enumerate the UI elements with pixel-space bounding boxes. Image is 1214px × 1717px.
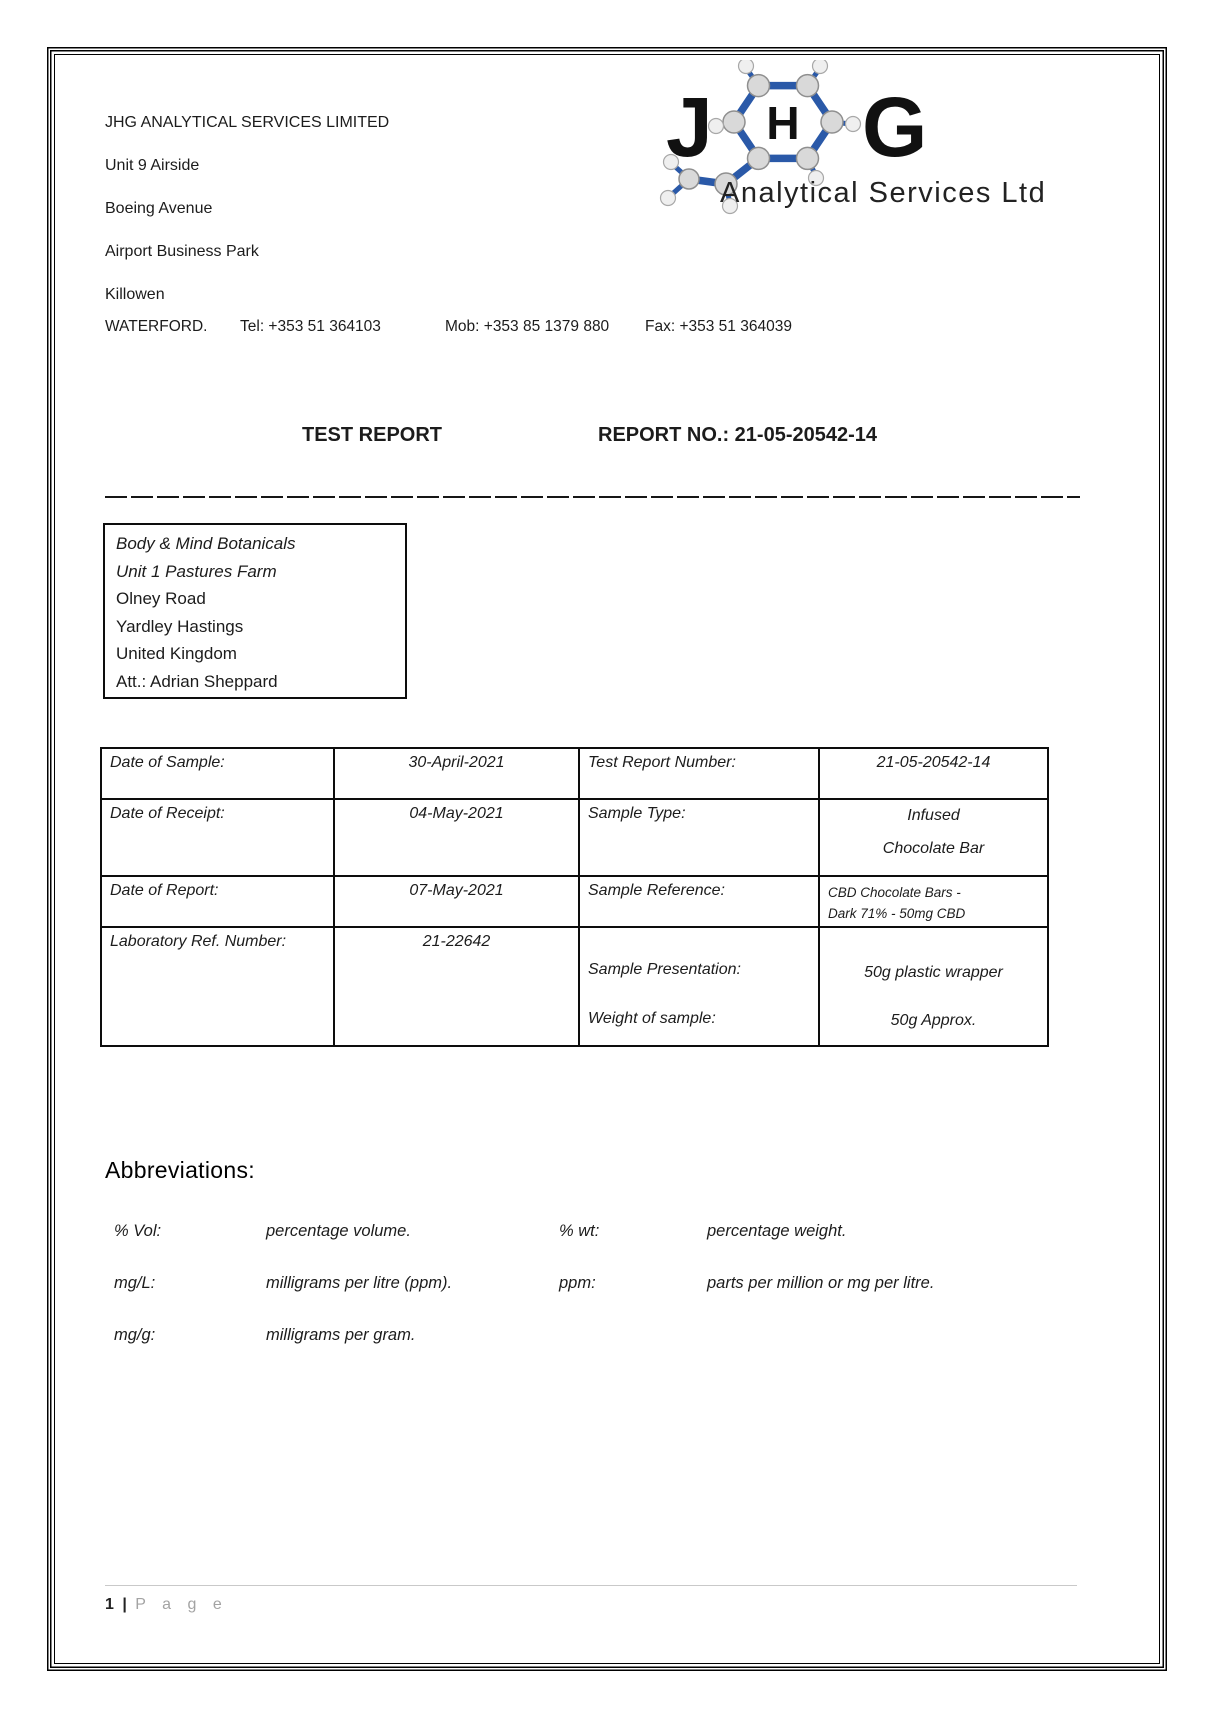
- table-row: [101, 748, 1048, 799]
- date-of-sample-label: Date of Sample:: [101, 748, 334, 799]
- sample-type-label: Sample Type:: [579, 799, 819, 876]
- lab-name: JHG ANALYTICAL SERVICES LIMITED: [105, 114, 390, 131]
- test-report-number-value: 21-05-20542-14: [819, 748, 1048, 799]
- test-report-number-label: Test Report Number:: [579, 748, 819, 799]
- abbreviation-row: [105, 1222, 1105, 1252]
- sample-reference-label: Sample Reference:: [579, 876, 819, 927]
- logo-letter-h: H: [766, 97, 800, 149]
- abbr-term: ppm:: [559, 1274, 596, 1292]
- report-number: REPORT NO.: 21-05-20542-14: [598, 424, 878, 446]
- abbr-term: mg/g:: [114, 1326, 156, 1344]
- molecule-icon: [650, 60, 1070, 215]
- laboratory-ref-number-label: Laboratory Ref. Number:: [101, 927, 334, 1046]
- report-title: TEST REPORT: [302, 424, 443, 446]
- date-of-receipt-value: 04-May-2021: [334, 799, 579, 876]
- sample-presentation-label: Sample Presentation:: [588, 961, 741, 978]
- abbreviation-row: [105, 1326, 1105, 1356]
- client-address-line: Yardley Hastings: [116, 616, 244, 636]
- lab-header: [105, 101, 389, 316]
- client-address-line: Olney Road: [116, 589, 206, 608]
- sample-details-table: [100, 747, 1049, 1047]
- laboratory-ref-number-value: 21-22642: [334, 927, 579, 1046]
- lab-city: WATERFORD.: [105, 318, 208, 335]
- title-row: [0, 424, 1214, 454]
- weight-of-sample-label: Weight of sample:: [588, 1010, 716, 1027]
- lab-contact-row: [105, 318, 1005, 348]
- abbr-term: mg/L:: [114, 1274, 156, 1292]
- table-row: [101, 927, 1048, 1046]
- client-address-line: Unit 1 Pastures Farm: [116, 561, 277, 581]
- client-address-box: [103, 523, 407, 699]
- table-row: [101, 876, 1048, 927]
- logo-letter-j: J: [666, 80, 713, 174]
- lab-address-line: Killowen: [105, 286, 165, 303]
- sample-presentation-weight-labels: [579, 927, 819, 1046]
- jhg-logo: [650, 60, 1070, 215]
- date-of-report-value: 07-May-2021: [334, 876, 579, 927]
- lab-address-line: Boeing Avenue: [105, 200, 213, 217]
- lab-tel: Tel: +353 51 364103: [240, 318, 381, 335]
- sample-presentation-value: 50g plastic wrapper: [864, 964, 1003, 981]
- lab-address-line: Airport Business Park: [105, 243, 259, 260]
- lab-mobile: Mob: +353 85 1379 880: [445, 318, 610, 335]
- logo-tagline: Analytical Services Ltd: [720, 177, 1047, 209]
- page-bar: |: [122, 1596, 127, 1613]
- client-attention-line: Att.: Adrian Sheppard: [116, 671, 278, 691]
- page-number: 1: [105, 1596, 114, 1613]
- abbr-definition: milligrams per gram.: [266, 1326, 416, 1344]
- date-of-receipt-label: Date of Receipt:: [101, 799, 334, 876]
- sample-presentation-weight-values: [819, 927, 1048, 1046]
- separator-line: [105, 496, 1080, 498]
- abbr-definition: parts per million or mg per litre.: [707, 1274, 935, 1292]
- sample-reference-value: CBD Chocolate Bars - Dark 71% - 50mg CBD: [819, 876, 1048, 927]
- abbr-term: % Vol:: [114, 1222, 162, 1240]
- logo-letter-g: G: [862, 80, 928, 174]
- client-name: Body & Mind Botanicals: [116, 534, 296, 553]
- lab-fax: Fax: +353 51 364039: [645, 318, 792, 335]
- date-of-report-label: Date of Report:: [101, 876, 334, 927]
- abbr-term: % wt:: [559, 1222, 600, 1240]
- footer-rule: [105, 1585, 1077, 1586]
- weight-of-sample-value: 50g Approx.: [890, 1012, 977, 1029]
- date-of-sample-value: 30-April-2021: [334, 748, 579, 799]
- page-word: P a g e: [135, 1596, 228, 1613]
- lab-address-line: Unit 9 Airside: [105, 157, 200, 174]
- table-row: [101, 799, 1048, 876]
- abbr-definition: milligrams per litre (ppm).: [266, 1274, 453, 1292]
- abbr-definition: percentage weight.: [707, 1222, 847, 1240]
- sample-type-value: Infused Chocolate Bar: [819, 799, 1048, 876]
- abbreviations-heading: Abbreviations:: [105, 1157, 255, 1183]
- abbr-definition: percentage volume.: [266, 1222, 411, 1240]
- footer-page-indicator: [105, 1596, 228, 1614]
- abbreviation-row: [105, 1274, 1105, 1304]
- client-address-line: United Kingdom: [116, 644, 237, 663]
